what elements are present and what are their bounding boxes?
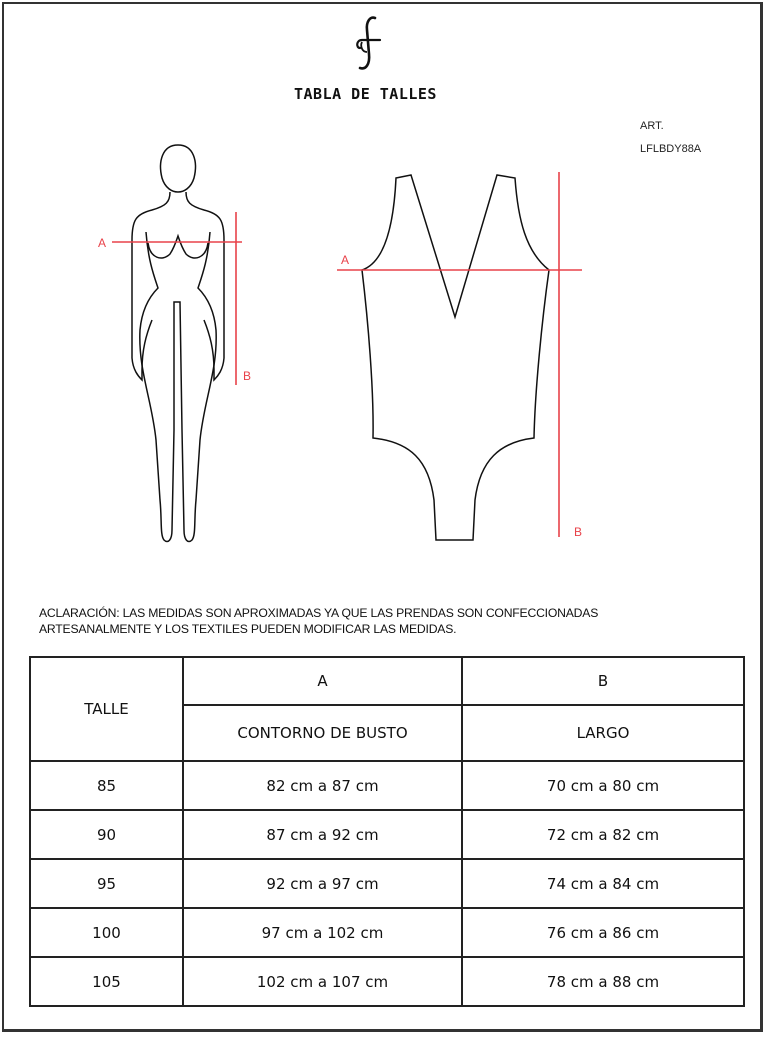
figure-marker-b: B	[243, 369, 252, 383]
garment-marker-b: B	[574, 525, 583, 539]
body-figure-diagram	[90, 140, 270, 560]
table-row	[30, 957, 744, 1006]
size-chart-table	[29, 656, 745, 1007]
table-row	[30, 908, 744, 957]
disclaimer-line-1: ACLARACIÓN: LAS MEDIDAS SON APROXIMADAS YA QUE LAS PRENDAS SON CONFECCIONADAS	[39, 606, 599, 620]
cell-talle: 105	[30, 957, 183, 1006]
cell-busto: 82 cm a 87 cm	[183, 761, 462, 810]
cell-largo: 74 cm a 84 cm	[462, 859, 744, 908]
header-contorno-busto: CONTORNO DE BUSTO	[183, 705, 462, 761]
cell-talle: 85	[30, 761, 183, 810]
bodysuit-garment-diagram	[330, 160, 600, 550]
page-title: TABLA DE TALLES	[294, 85, 437, 103]
figure-marker-a: A	[98, 236, 107, 250]
cell-talle: 95	[30, 859, 183, 908]
header-talle: TALLE	[30, 657, 183, 761]
header-largo: LARGO	[462, 705, 744, 761]
disclaimer-line-2: ARTESANALMENTE Y LOS TEXTILES PUEDEN MODIFICAR LAS MEDIDAS.	[39, 622, 457, 636]
cell-busto: 97 cm a 102 cm	[183, 908, 462, 957]
article-label: ART.	[640, 120, 664, 132]
cell-largo: 78 cm a 88 cm	[462, 957, 744, 1006]
table-header-row	[30, 657, 744, 705]
header-col-a: A	[183, 657, 462, 705]
cell-busto: 92 cm a 97 cm	[183, 859, 462, 908]
table-row	[30, 859, 744, 908]
disclaimer-note	[39, 605, 598, 637]
article-code: LFLBDY88A	[640, 143, 702, 155]
cell-largo: 70 cm a 80 cm	[462, 761, 744, 810]
cell-largo: 76 cm a 86 cm	[462, 908, 744, 957]
cell-busto: 102 cm a 107 cm	[183, 957, 462, 1006]
header-col-b: B	[462, 657, 744, 705]
table-row	[30, 761, 744, 810]
cell-busto: 87 cm a 92 cm	[183, 810, 462, 859]
cell-largo: 72 cm a 82 cm	[462, 810, 744, 859]
cell-talle: 100	[30, 908, 183, 957]
table-row	[30, 810, 744, 859]
garment-marker-a: A	[341, 253, 350, 267]
cell-talle: 90	[30, 810, 183, 859]
brand-logo-icon	[348, 14, 388, 74]
